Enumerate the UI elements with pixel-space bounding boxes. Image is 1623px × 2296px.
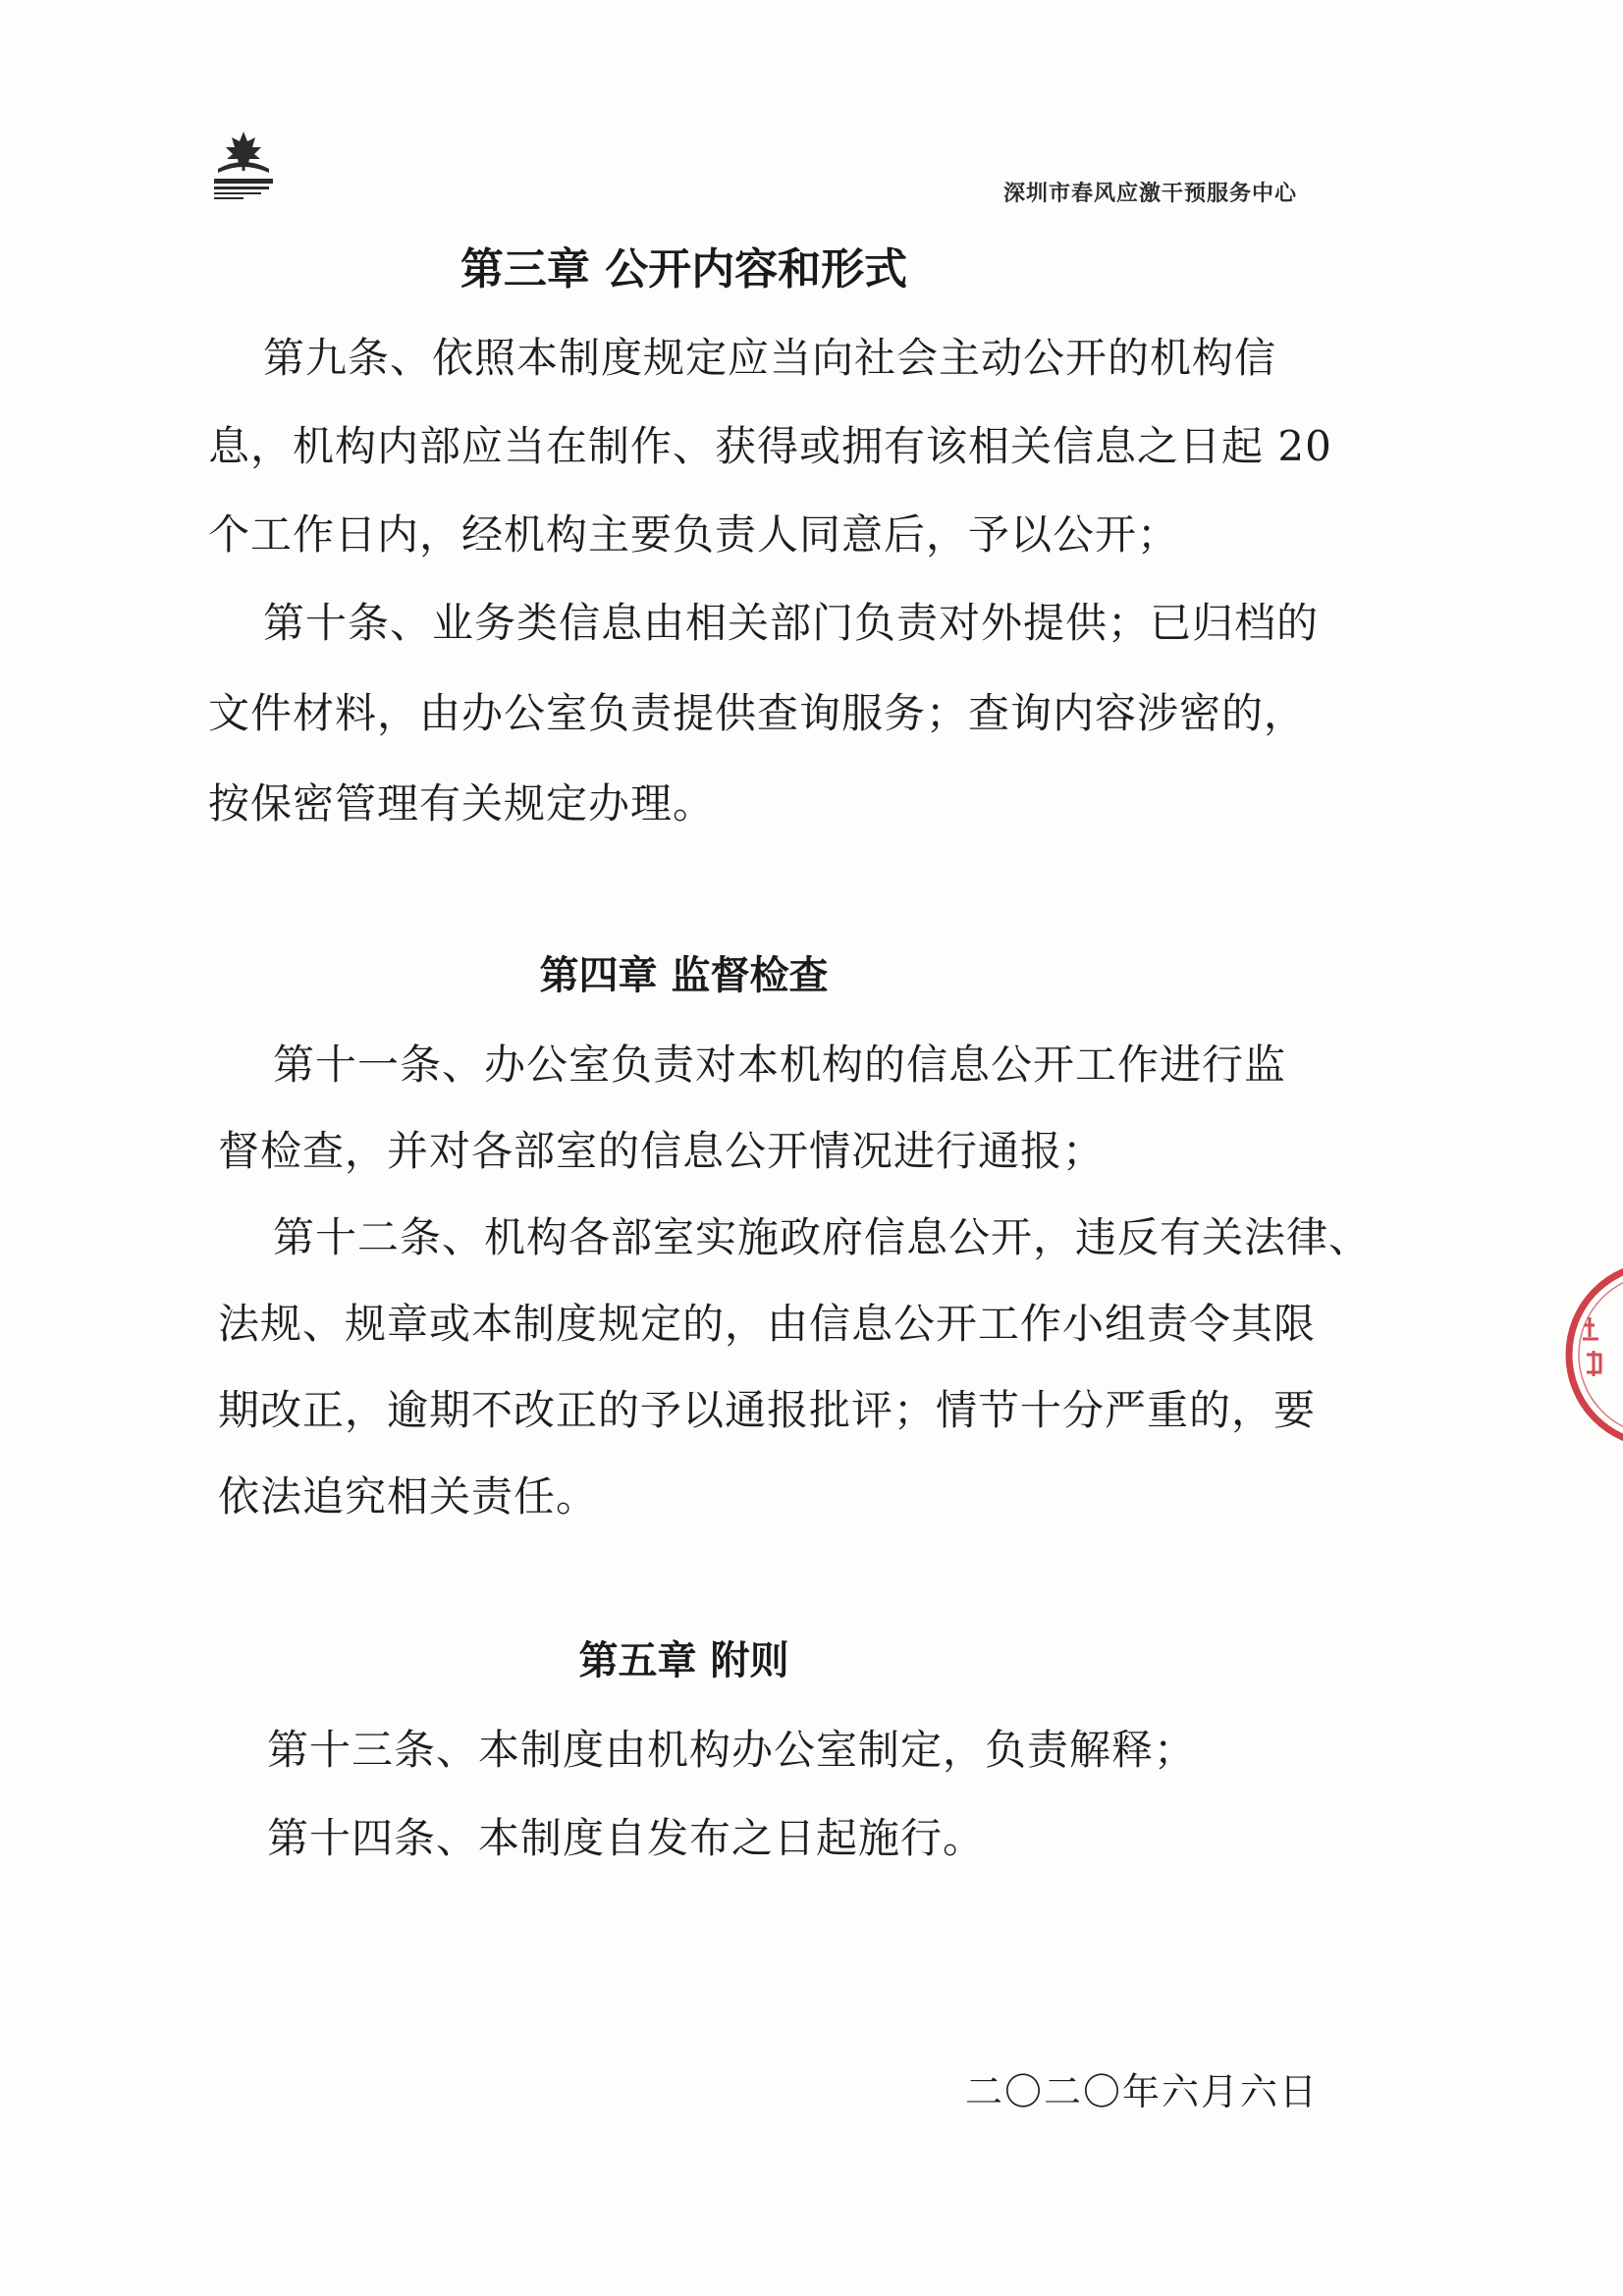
maple-leaf-logo-icon [204,126,283,206]
chapter-5-line: 第十四条、本制度自发布之日起施行。 [267,1814,986,1862]
chapter-4-line: 督检查，并对各部室的信息公开情况进行通报； [218,1127,1106,1175]
chapter-3-line: 按保密管理有关规定办理。 [208,779,716,828]
chapter-4-line: 期改正，逾期不改正的予以通报批评；情节十分严重的，要 [218,1386,1317,1434]
chapter-4-line: 第十二条、机构各部室实施政府信息公开，违反有关法律、 [273,1213,1372,1261]
document-date: 二〇二〇年六月六日 [964,2070,1319,2113]
chapter-3-title: 第三章 公开内容和形式 [460,244,908,294]
chapter-5-title: 第五章 附则 [578,1638,789,1683]
chapter-3-line: 息，机构内部应当在制作、获得或拥有该相关信息之日起 20 [208,422,1332,470]
chapter-4-line: 依法追究相关责任。 [218,1472,599,1521]
red-seal-stamp-icon [1512,1256,1623,1453]
chapter-3-line: 个工作日内，经机构主要负责人同意后，予以公开； [208,510,1180,559]
chapter-4-title: 第四章 监督检查 [539,953,829,998]
chapter-5-line: 第十三条、本制度由机构办公室制定，负责解释； [267,1726,1197,1774]
chapter-3-line: 文件材料，由办公室负责提供查询服务；查询内容涉密的， [208,689,1307,737]
organization-name: 深圳市春风应激干预服务中心 [1002,182,1297,206]
chapter-4-line: 第十一条、办公室负责对本机构的信息公开工作进行监 [273,1041,1287,1089]
chapter-3-line: 第十条、业务类信息由相关部门负责对外提供；已归档的 [263,599,1320,647]
chapter-3-line: 第九条、依照本制度规定应当向社会主动公开的机构信 [263,334,1277,382]
chapter-4-line: 法规、规章或本制度规定的，由信息公开工作小组责令其限 [218,1300,1317,1348]
